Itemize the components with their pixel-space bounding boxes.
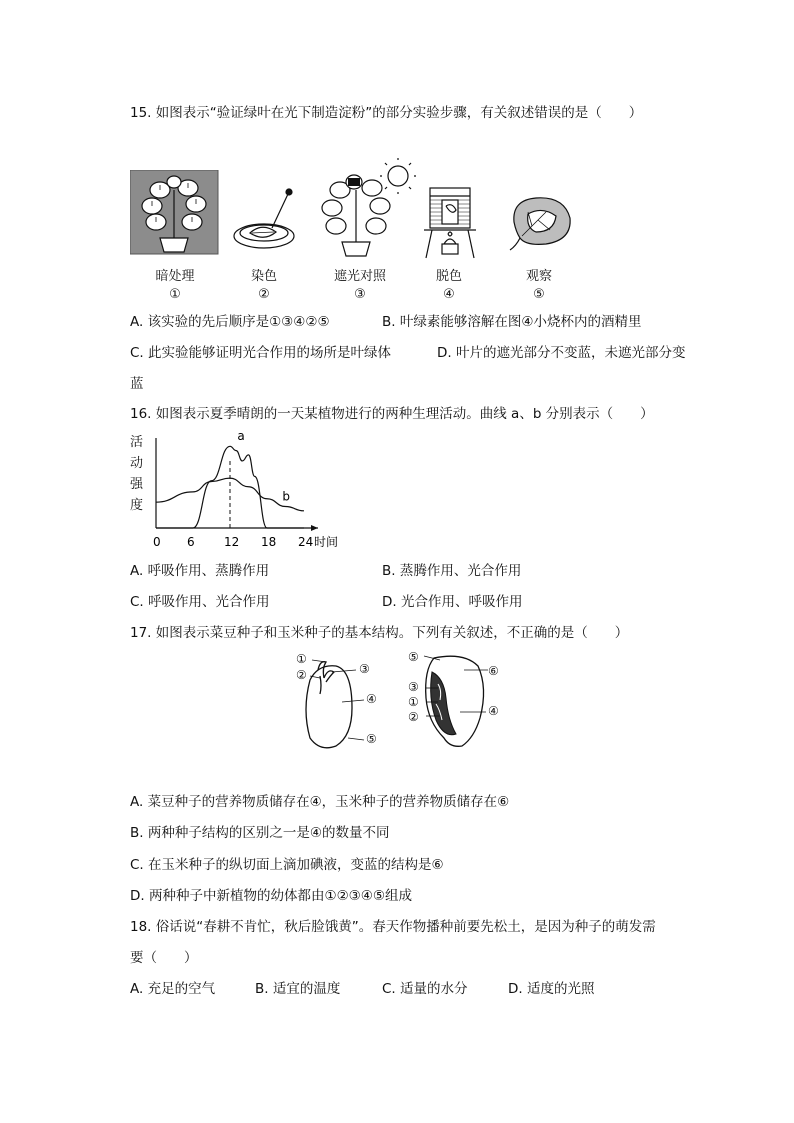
- chart-x-tick-24: 24: [298, 535, 314, 549]
- q17-option-a[interactable]: A. 菜豆种子的营养物质储存在④，玉米种子的营养物质储存在⑥: [130, 794, 510, 810]
- corn-label-3: ③: [408, 680, 419, 694]
- chart-plot: [128, 430, 338, 554]
- q18-option-d[interactable]: D. 适度的光照: [508, 981, 595, 997]
- q18-stem-cont: 要（ ）: [130, 950, 198, 966]
- q17-option-d[interactable]: D. 两种种子中新植物的幼体都由①②③④⑤组成: [130, 888, 412, 904]
- chart-x-tick-6: 6: [187, 535, 195, 549]
- q15-option-d-cont: 蓝: [130, 376, 144, 392]
- shading-control-figure: [312, 158, 417, 258]
- chart-x-tick-18: 18: [261, 535, 277, 549]
- chart-x-tick-0: 0: [153, 535, 161, 549]
- chart-series-label-a: a: [237, 430, 245, 443]
- step-num-1: ①: [169, 287, 181, 302]
- q16-option-a[interactable]: A. 呼吸作用、蒸腾作用: [130, 563, 270, 579]
- chart-series-a: [156, 446, 304, 528]
- q18-stem: 18. 俗话说“春耕不肯忙，秋后脸饿黄”。春天作物播种前要先松土，是因为种子的萌发需: [130, 919, 656, 935]
- q16-option-d[interactable]: D. 光合作用、呼吸作用: [382, 594, 523, 610]
- q18-option-b[interactable]: B. 适宜的温度: [255, 981, 341, 997]
- step-label-decolor: 脱色: [435, 269, 462, 284]
- chart-series-label-b: b: [282, 489, 291, 504]
- bean-label-5: ⑤: [366, 732, 377, 746]
- bean-label-3: ③: [359, 662, 370, 676]
- bean-label-1: ①: [296, 652, 307, 666]
- step-num-2: ②: [258, 287, 270, 302]
- q15-option-d[interactable]: D. 叶片的遮光部分不变蓝，未遮光部分变: [437, 345, 686, 361]
- q17-option-c[interactable]: C. 在玉米种子的纵切面上滴加碘液，变蓝的结构是⑥: [130, 857, 444, 873]
- q15-stem: 15. 如图表示“验证绿叶在光下制造淀粉”的部分实验步骤，有关叙述错误的是（ ）: [130, 105, 643, 121]
- q15-option-c[interactable]: C. 此实验能够证明光合作用的场所是叶绿体: [130, 345, 392, 361]
- q15-option-a[interactable]: A. 该实验的先后顺序是①③④②⑤: [130, 314, 330, 330]
- activity-chart: [128, 430, 338, 554]
- q16-option-c[interactable]: C. 呼吸作用、光合作用: [130, 594, 270, 610]
- chart-x-arrow: [311, 525, 318, 531]
- q17-option-b[interactable]: B. 两种种子结构的区别之一是④的数量不同: [130, 825, 390, 841]
- step-label-observe: 观察: [525, 269, 552, 284]
- corn-label-5: ⑤: [408, 650, 419, 664]
- corn-label-1: ①: [408, 695, 419, 709]
- step-num-3: ③: [354, 287, 366, 302]
- corn-label-4: ④: [488, 704, 499, 718]
- q16-option-b[interactable]: B. 蒸腾作用、光合作用: [382, 563, 522, 579]
- bean-label-2: ②: [296, 668, 307, 682]
- q15-option-b[interactable]: B. 叶绿素能够溶解在图④小烧杯内的酒精里: [382, 314, 642, 330]
- decolorization-figure: [422, 186, 480, 260]
- chart-x-tick-12: 12: [224, 535, 240, 549]
- corn-label-2: ②: [408, 710, 419, 724]
- bean-label-4: ④: [366, 692, 377, 706]
- q18-option-a[interactable]: A. 充足的空气: [130, 981, 216, 997]
- q17-stem: 17. 如图表示菜豆种子和玉米种子的基本结构。下列有关叙述，不正确的是（ ）: [130, 625, 629, 641]
- chart-x-label: 时间: [314, 535, 338, 549]
- step-num-5: ⑤: [533, 287, 545, 302]
- step-label-shade: 遮光对照: [333, 269, 386, 284]
- q18-option-c[interactable]: C. 适量的水分: [382, 981, 468, 997]
- staining-figure: [232, 188, 302, 254]
- step-label-dark: 暗处理: [155, 269, 195, 284]
- step-label-stain: 染色: [250, 269, 277, 284]
- corn-label-6: ⑥: [488, 664, 499, 678]
- observation-figure: [506, 192, 576, 252]
- dark-treatment-figure: [130, 170, 220, 256]
- q16-stem: 16. 如图表示夏季晴朗的一天某植物进行的两种生理活动。曲线 a、b 分别表示（ ）: [130, 406, 654, 422]
- step-num-4: ④: [443, 287, 455, 302]
- chart-y-label: 活动强度: [130, 435, 144, 513]
